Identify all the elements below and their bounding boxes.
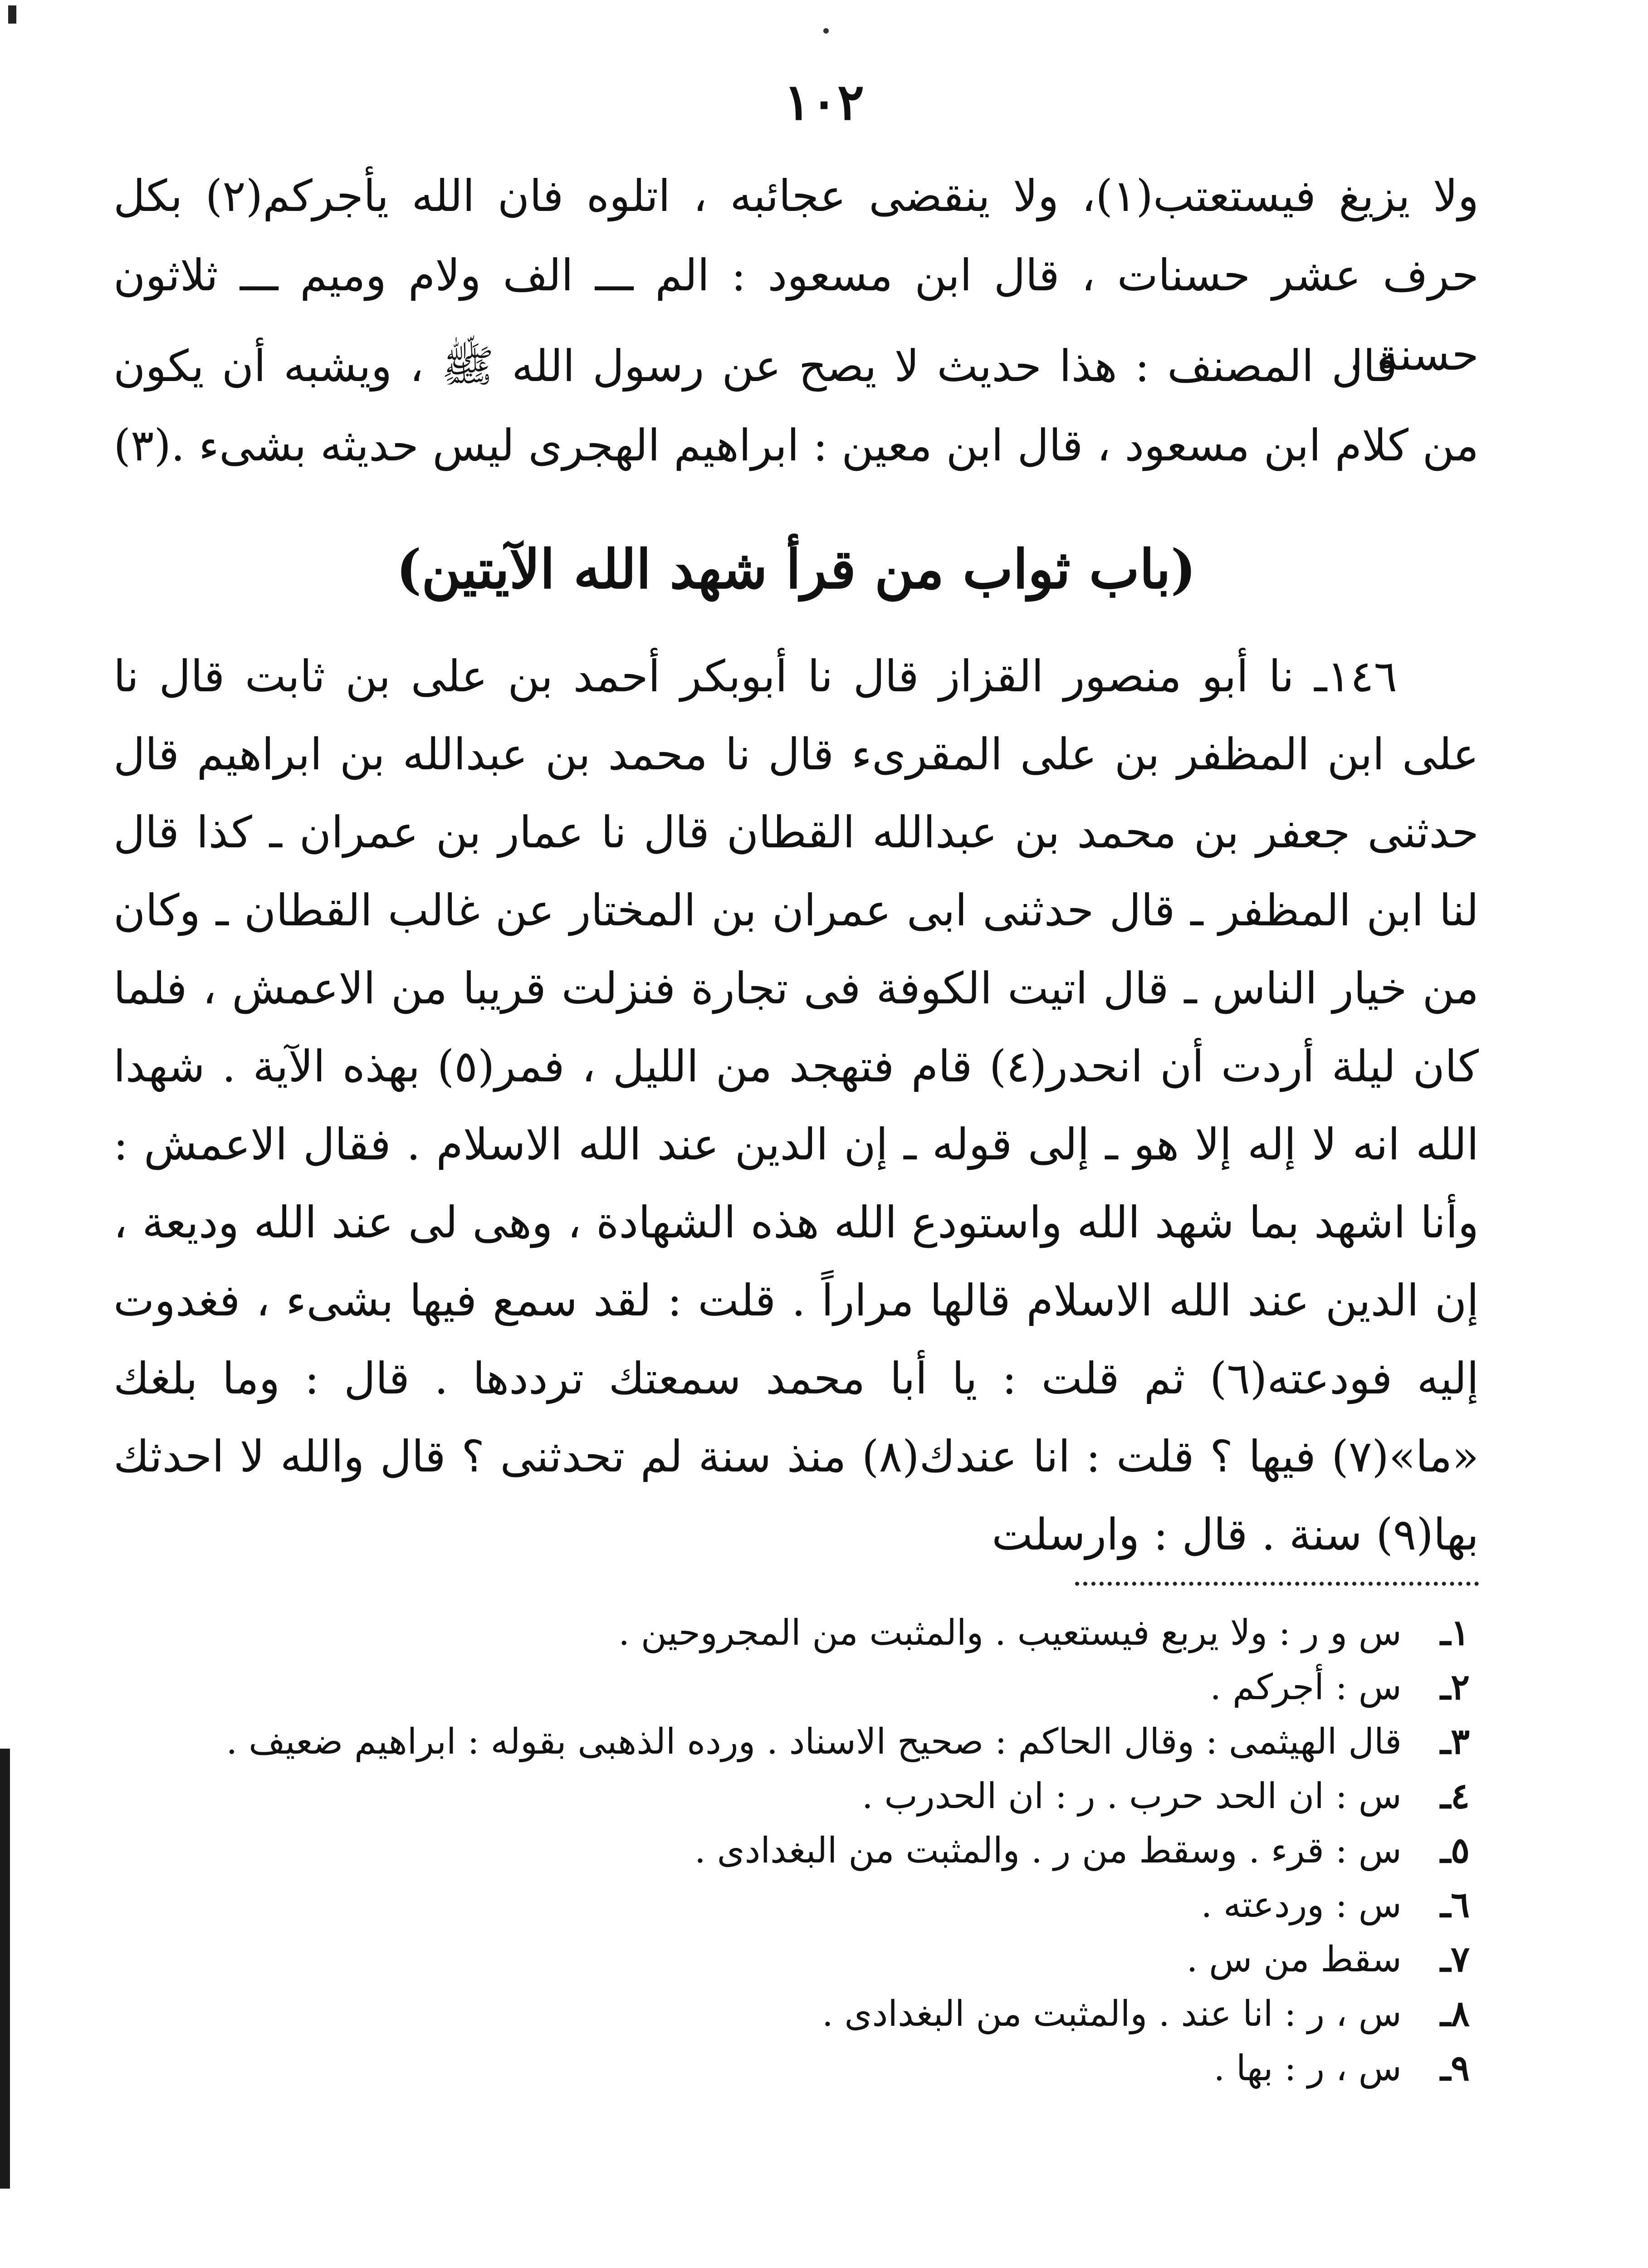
author-note (113, 327, 1479, 485)
footnote-text: قال الهيثمى : وقال الحاكم : صحيح الاسناد . ورده الذهبى بقوله : ابراهيم ضعيف . (226, 1721, 1402, 1762)
chapter-heading: (باب ثواب من قرأ شهد الله الآيتين) (396, 538, 1196, 601)
footnote-text: س : أجركم . (1210, 1667, 1402, 1708)
footnote-item (113, 1932, 1470, 1987)
hadith-block (113, 637, 1479, 1574)
footnote-number: ٦ـ (1440, 1884, 1470, 1926)
author-note-text: قال المصنف : هذا حديث لا يصح عن رسول الله ﷺ ، ويشبه أن يكون من كلام ابن مسعود ، قال ابن معين : ابراهيم الهجرى ليس حديثه بشىء .(٣) (113, 341, 1479, 471)
footnote-text: س : قرء . وسقط من ر . والمثبت من البغدادى . (694, 1830, 1402, 1871)
footnote-item (113, 1987, 1470, 2041)
page-number: ١٠٢ (783, 73, 865, 131)
footnote-number: ٣ـ (1440, 1721, 1470, 1762)
footnote-text: س : وردعته . (1201, 1885, 1402, 1926)
scan-edge-shadow (0, 1749, 10, 2189)
scan-dot (823, 28, 829, 34)
footnote-number: ١ـ (1440, 1612, 1470, 1653)
footnote-separator (1075, 1582, 1479, 1586)
footnote-number: ٥ـ (1440, 1830, 1470, 1871)
footnote-number: ٩ـ (1440, 2048, 1470, 2089)
footnote-number: ٢ـ (1440, 1667, 1470, 1708)
scan-mark (8, 5, 16, 24)
footnote-number: ٧ـ (1440, 1939, 1470, 1980)
paragraph: ولا يزيغ فيستعتب(١)، ولا ينقضى عجائبه ، اتلوه فان الله يأجركم(٢) بكل حرف عشر حسنات ، قال ابن مسعود : الم ـــ الف ولام وميم ـــ ثلاثون حسنة . (113, 171, 1479, 380)
footnote-item (113, 1715, 1470, 1769)
footnote-item (113, 2041, 1470, 2096)
footnotes-list (113, 1606, 1470, 2096)
footnote-text: س ، ر : بها . (1213, 2048, 1402, 2089)
footnote-number: ٤ـ (1440, 1775, 1470, 1817)
footnote-item (113, 1660, 1470, 1715)
footnote-text: س : ان الحد حرب . ر : ان الحدرب . (861, 1776, 1402, 1817)
footnote-item (113, 1823, 1470, 1878)
footnote-text: سقط من س . (1186, 1939, 1402, 1980)
footnote-item (113, 1606, 1470, 1660)
footnote-text: س و ر : ولا يربع فيستعيب . والمثبت من المجروحين . (618, 1613, 1402, 1653)
footnote-item (113, 1878, 1470, 1932)
footnote-number: ٨ـ (1440, 1993, 1470, 2034)
hadith-text: ١٤٦ـ نا أبو منصور القزاز قال نا أبوبكر أحمد بن على بن ثابت قال نا على ابن المظفر بن على المقرىء قال نا محمد بن عبدالله بن ابراهيم قال حدثنى جعفر بن محمد بن عبدالله القطان قال نا عمار بن عمران ـ كذا قال لنا ابن المظفر ـ قال حدثنى ابى عمران بن المختار عن غالب القطان ـ وكان من خيار الناس ـ قال اتيت الكوفة فى تجارة فنزلت قريبا من الاعمش ، فلما كان ليلة أردت أن انحدر(٤) قام فتهجد من الليل ، فمر(٥) بهذه الآية . شهدا الله انه لا إله إلا هو ـ إلى قوله ـ إن الدين عند الله الاسلام . فقال الاعمش : وأنا اشهد بما شهد الله واستودع الله هذه الشهادة ، وهى لى عند الله وديعة ، إن الدين عند الله الاسلام قالها مراراً . قلت : لقد سمع فيها بشىء ، فغدوت إليه فودعته(٦) ثم قلت : يا أبا محمد سمعتك ترددها . قال : وما بلغك «ما»(٧) فيها ؟ قلت : انا عندك(٨) منذ سنة لم تحدثنى ؟ قال والله لا احدثك بها(٩) سنة . قال : وارسلت (113, 651, 1479, 1560)
footnote-text: س ، ر : انا عند . والمثبت من البغدادى . (822, 1994, 1402, 2034)
footnote-item (113, 1769, 1470, 1823)
